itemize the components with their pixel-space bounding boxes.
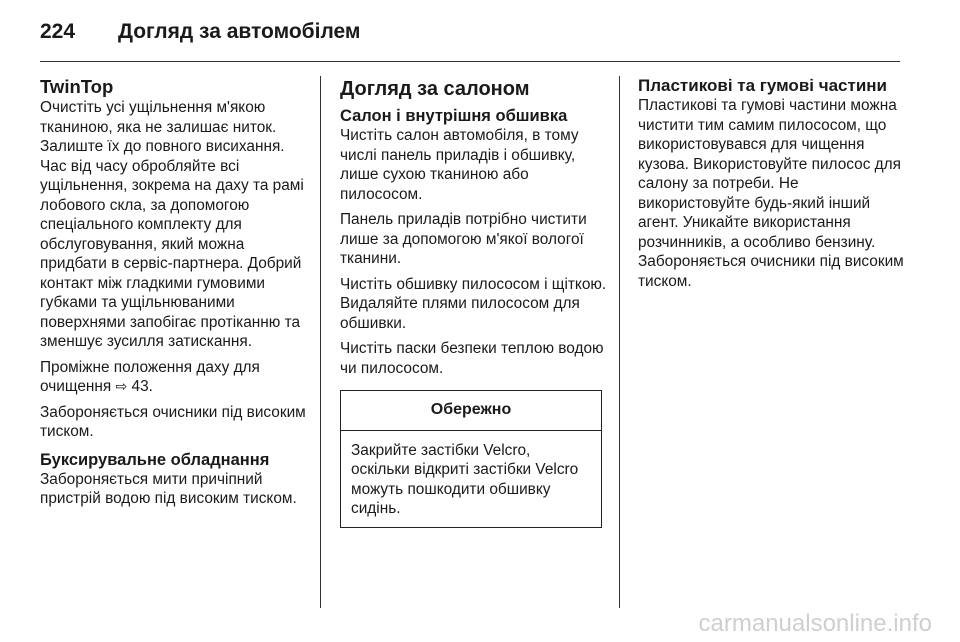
caution-title: Обережно: [341, 391, 601, 431]
plastic-rubber-heading: Пластикові та гумові частини: [638, 76, 887, 95]
column-divider-2: [619, 76, 620, 608]
caution-box: [340, 390, 602, 528]
twintop-paragraph-2-text: Проміжне положення даху для очищення: [40, 358, 260, 395]
column-divider-1: [320, 76, 321, 608]
twintop-heading: TwinTop: [40, 76, 114, 97]
twintop-paragraph-1: Очистіть усі ущільнення м'якою тканиною, яка не залишає ниток. Залиште їх до повного висихання. Час від часу обробляйте всі ущільнення, зокрема на даху та рамі лобового скла, за допомогою спеціального комплекту для обслуговування, який можна придбати в сервіс-партнера. Добрий контакт між гладкими гумовими губками та ущільнюваними поверхнями запобігає протіканню та зменшує зусилля затискання.: [40, 99, 304, 350]
page-number: 224: [40, 20, 76, 43]
interior-care-heading: Догляд за салоном: [340, 78, 530, 100]
page-header: [40, 12, 920, 52]
plastic-rubber-paragraph: Пластикові та гумові частини можна чистити тим самим пилососом, що використовувався для чищення кузова. Використовуйте пилосос для салону за потреби. Не використовуйте будь-який інший агент. Уникайте використання розчинників, а особливо бензину. Забороняється очисники під високим тиском.: [638, 97, 904, 290]
column-left: [40, 76, 312, 515]
column-middle: [340, 76, 610, 528]
towing-paragraph: Забороняється мити причіпний пристрій водою під високим тиском.: [40, 470, 297, 507]
column-right: [638, 76, 908, 297]
page-reference-arrow-icon: ⇨: [115, 378, 128, 394]
watermark: carmanualsonline.info: [698, 610, 932, 637]
interior-paragraph-4: Чистіть паски безпеки теплою водою чи пилососом.: [340, 340, 604, 377]
interior-trim-heading: Салон і внутрішня обшивка: [340, 107, 568, 125]
towing-heading: Буксирувальне обладнання: [40, 450, 270, 469]
interior-paragraph-1: Чистіть салон автомобіля, в тому числі панель приладів і обшивку, лише сухою тканиною або пилососом.: [340, 127, 579, 203]
page-reference-link[interactable]: 43.: [131, 378, 153, 395]
caution-body: Закрийте застібки Velcro, оскільки відкриті застібки Velcro можуть пошкодити обшивку сидінь.: [351, 441, 579, 517]
interior-paragraph-2: Панель приладів потрібно чистити лише за допомогою м'якої вологої тканини.: [340, 211, 587, 267]
twintop-paragraph-3: Забороняється очисники під високим тиском.: [40, 403, 306, 440]
header-divider: [40, 61, 900, 62]
interior-paragraph-3: Чистіть обшивку пилососом і щіткою. Видаляйте плями пилососом для обшивки.: [340, 275, 607, 332]
page-title: Догляд за автомобілем: [118, 20, 361, 43]
twintop-paragraph-2: [40, 358, 312, 397]
